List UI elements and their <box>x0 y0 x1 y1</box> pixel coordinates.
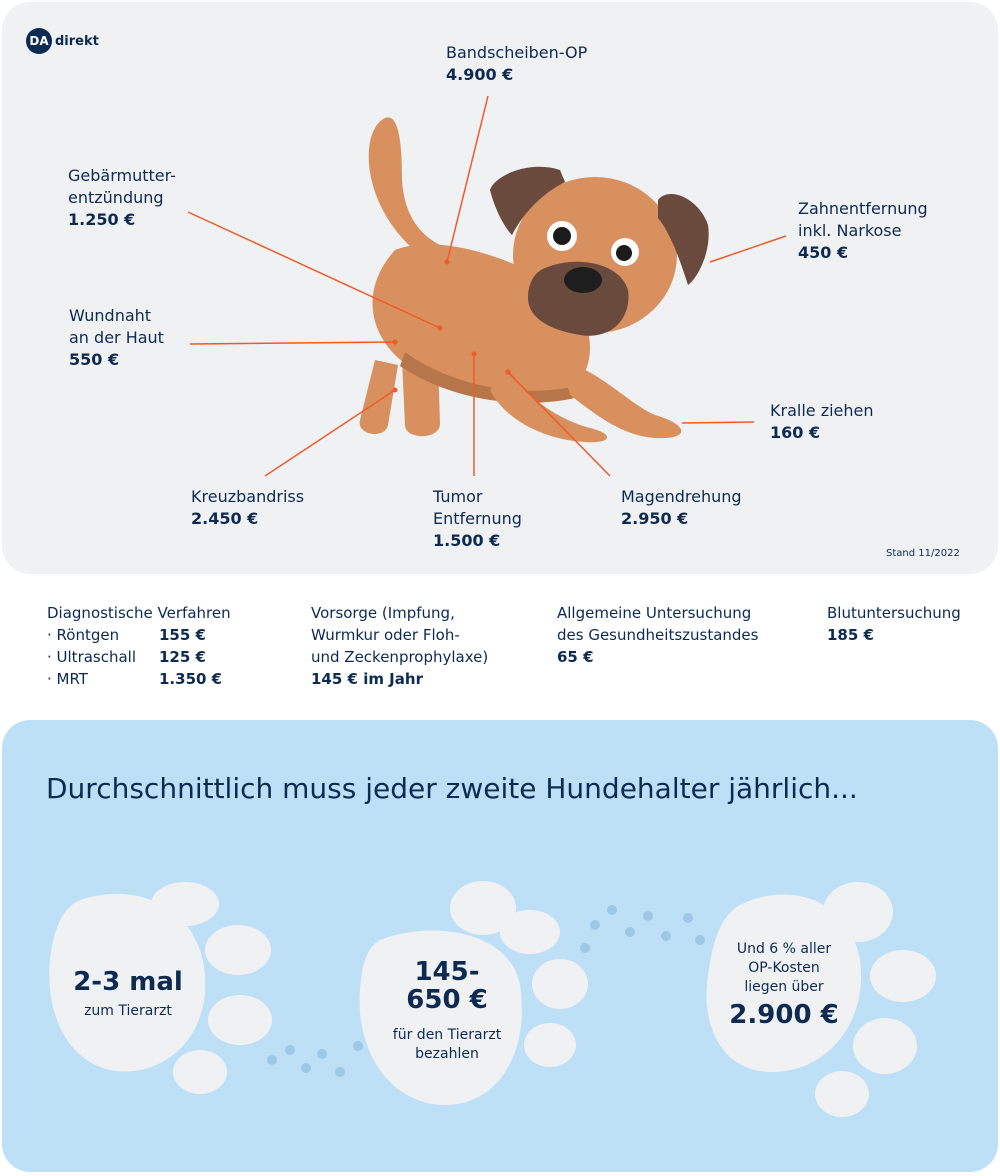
op-cost-value: 2.900 € <box>729 1000 839 1030</box>
label-wundnaht: Wundnaht an der Haut 550 € <box>69 306 164 369</box>
label-bandscheiben: Bandscheiben-OP 4.900 € <box>446 43 588 84</box>
label-kreuzbandriss: Kreuzbandriss 2.450 € <box>191 487 305 528</box>
line-wundnaht <box>190 342 395 344</box>
blut-column <box>827 602 961 646</box>
vorsorge-column <box>311 602 488 690</box>
line-bandscheiben <box>447 96 488 262</box>
stand-date: Stand 11/2022 <box>886 548 960 559</box>
label-zahnentfernung: Zahnentfernung inkl. Narkose 450 € <box>798 199 928 262</box>
line-kralle <box>682 422 754 423</box>
allgemein-price: 65 € <box>557 648 594 666</box>
cost-range-caption: für den Tierarzt bezahlen <box>392 1027 502 1062</box>
vorsorge-price: 145 € im Jahr <box>311 670 423 688</box>
label-tumor: Tumor Entfernung 1.500 € <box>433 487 522 550</box>
paw-toe-2c <box>532 959 588 1009</box>
visits-caption: zum Tierarzt <box>84 1003 172 1019</box>
visits-value: 2-3 mal <box>73 967 183 997</box>
diagnostics-title: Diagnostische Verfahren <box>47 604 231 622</box>
allgemein-column <box>557 602 758 668</box>
paw-toe-3d <box>815 1071 869 1117</box>
paw-toe-2b <box>500 910 560 954</box>
paw-toe-1d <box>173 1050 227 1094</box>
vorsorge-title: Vorsorge (Impfung, Wurmkur oder Floh- und Zeckenprophylaxe) <box>311 604 489 666</box>
label-magendrehung: Magendrehung 2.950 € <box>621 487 742 528</box>
list-item: · Ultraschall 125 € <box>47 648 206 666</box>
logo-badge: DA <box>26 28 52 54</box>
op-cost-caption: Und 6 % aller OP-Kosten liegen über <box>736 941 832 995</box>
blut-price: 185 € <box>827 626 874 644</box>
line-zahn <box>710 236 786 262</box>
logo-text: direkt <box>55 33 99 49</box>
dog-tail <box>369 117 440 248</box>
dog-back-leg-left <box>360 360 398 434</box>
paw-toe-3a <box>823 882 893 942</box>
paw-text-2 <box>372 958 522 1064</box>
blut-title: Blutuntersuchung <box>827 604 961 622</box>
diagnostics-column <box>47 602 231 690</box>
cost-range-value: 145- 650 € <box>406 957 488 1015</box>
paw-toe-3c <box>853 1018 917 1074</box>
headline: Durchschnittlich muss jeder zweite Hundehalter jährlich... <box>46 772 858 805</box>
paw-toe-2d <box>524 1023 576 1067</box>
list-item: · MRT 1.350 € <box>47 670 223 688</box>
paw-toe-1c <box>208 995 272 1045</box>
list-item: · Röntgen 155 € <box>47 626 206 644</box>
paw-toe-1a <box>151 882 219 926</box>
paw-text-3 <box>714 940 854 1029</box>
paw-text-1 <box>58 968 198 1021</box>
paw-toe-3b <box>870 950 936 1002</box>
label-gebaermutter: Gebärmutter- entzündung 1.250 € <box>68 166 176 229</box>
dog-nose <box>564 267 602 293</box>
paw-toe-1b <box>205 925 271 975</box>
label-kralle: Kralle ziehen 160 € <box>770 401 874 442</box>
allgemein-title: Allgemeine Untersuchung des Gesundheitszustandes <box>557 604 759 644</box>
